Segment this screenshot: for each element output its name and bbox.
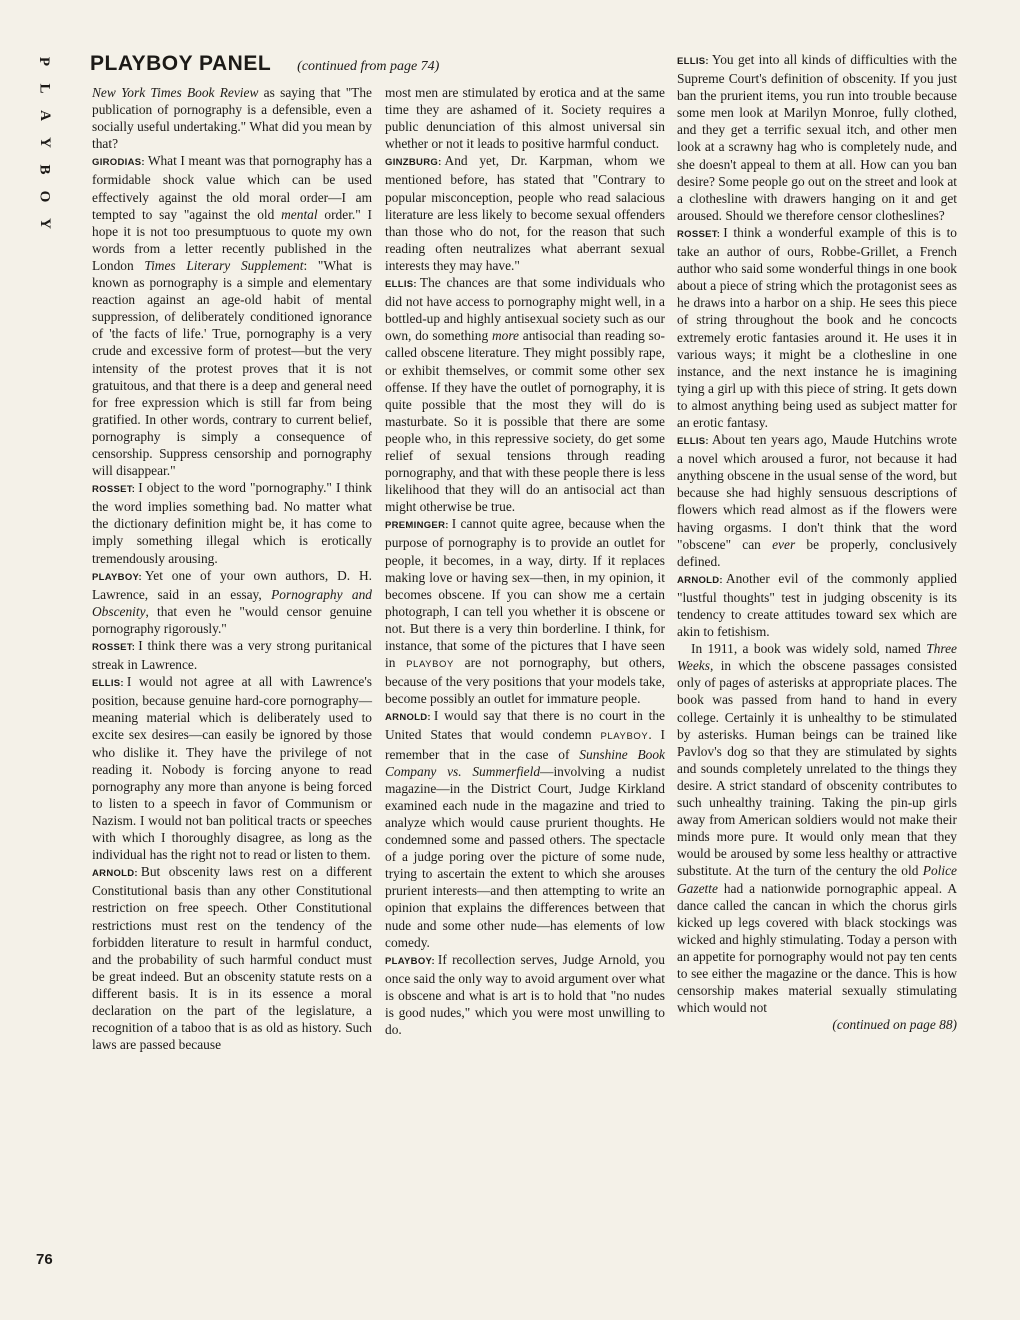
logo-letter: Y bbox=[36, 137, 53, 148]
text-run: most men are stimulated by erotica and at the same time they are ashamed of it. Society requires a public denunciation of this almost universal sin whether or not it leads to positive harmful conduct. bbox=[385, 85, 665, 152]
paragraph bbox=[677, 224, 957, 431]
speaker-label: ELLIS: bbox=[92, 678, 124, 690]
paragraph bbox=[385, 707, 665, 950]
speaker-label: GIRODIAS: bbox=[92, 157, 145, 169]
paragraph bbox=[92, 673, 372, 863]
text-run: as saying that "The publication of pornography is a defensible, even a socially useful undertaking." What did you mean by that? bbox=[92, 85, 372, 152]
text-run: In 1911, a book was widely sold, named bbox=[691, 641, 927, 657]
italic-text: Pornography and Obscenity bbox=[92, 586, 372, 619]
text-run: , that even he "would censor genuine pornography rigorously." bbox=[92, 603, 372, 636]
text-run: But obscenity laws rest on a different Constitutional basis than any other Constitutional restriction on free speech. Other Constitutional restrictions must rest on the tendency of the forbidden literature to result in harmful conduct, and the probability of such harmful conduct must be great indeed. But an obscenity statute rests on a different basis. It is in its essence a moral declaration on the part of the legislature, a recognition of a taboo that is as old as history. Such laws are passed because bbox=[92, 864, 372, 1053]
text-run: antisocial than reading so-called obscene literature. They might possibly rape, or exhibit themselves, or commit some other sex offense. If they have the outlet of pornography, it is quite possible that the most they will do is masturbate. So it is possible that there are some people who, in this repressive society, do get some relief of sexual tensions through reading pornography, and that with these people there is less likelihood that they will do an antisocial act than might otherwise be true. bbox=[385, 328, 666, 515]
logo-letter: A bbox=[36, 110, 53, 121]
italic-text: Three Weeks bbox=[677, 641, 957, 674]
paragraph bbox=[385, 84, 665, 152]
text-run: PLAYBOY bbox=[600, 731, 649, 743]
italic-text: ever bbox=[772, 536, 796, 552]
paragraph bbox=[92, 567, 372, 637]
speaker-label: PLAYBOY: bbox=[92, 571, 142, 583]
text-run: had a nationwide pornographic appeal. A dance called the cancan in which the chorus girls kicked up legs covered with black stockings was wicked and highly stimulating. Today a person with an appetite for pornography would not pay ten cents to see either the magazine or the dance. This is how censorship makes material sexually stimulating which would not bbox=[677, 880, 957, 1016]
italic-text: New York Times Book Review bbox=[92, 85, 259, 100]
speaker-label: ROSSET: bbox=[677, 228, 721, 240]
text-run: —involving a nudist magazine—in the District Court, Judge Kirkland examined each nude in the magazine and tried to analyze which would cause prurient thoughts. He condemned some and passed others. The spectacle of a judge poring over the picture of some nude, trying to ascertain the extent to which she arouses prurient interests—and then attempting to write an opinion that explains the differences between that nude and some other nude—has elements of low comedy. bbox=[385, 763, 665, 950]
text-run: If recollection serves, Judge Arnold, you once said the only way to avoid argument over what is obscene and what is art is to hold that "no nudes is good nudes," which you were most unwilling to do. bbox=[385, 951, 665, 1038]
speaker-label: ELLIS: bbox=[677, 436, 709, 448]
logo-letter: Y bbox=[36, 218, 53, 229]
speaker-label: ARNOLD: bbox=[385, 712, 431, 724]
text-run: I think a wonderful example of this is to take an author of ours, Robbe-Grillet, a French author who said some wonderful things in one book about a piece of string which the protagonist sees as he draws into a harbor on a ship. He sees this piece of string throughout the book and he concocts extremely erotic fantasies around it. He uses it in various ways; it might be a clothesline in one instance, and the next instance he is imagining tying a girl up with this piece of string. It gets down to almost anything being used as subject matter for an erotic fantasy. bbox=[677, 224, 957, 430]
paragraph bbox=[385, 951, 665, 1038]
paragraph bbox=[92, 637, 372, 673]
paragraph bbox=[677, 431, 957, 570]
italic-text: Times Literary Supplement bbox=[144, 257, 304, 273]
paragraph bbox=[92, 479, 372, 566]
playboy-vertical-logo bbox=[32, 48, 56, 237]
text-run: Yet one of your own authors, D. H. Lawrence, said in an essay, bbox=[92, 567, 372, 602]
italic-text: mental bbox=[281, 206, 318, 222]
article-header bbox=[90, 52, 650, 82]
text-run: . I remember that in the case of bbox=[385, 727, 665, 762]
text-run: Another evil of the commonly applied "lustful thoughts" test in judging obscenity is its tendency to create attitudes toward sex which are akin to fetishism. bbox=[677, 570, 957, 640]
paragraph bbox=[677, 640, 957, 1016]
text-run: The chances are that some individuals who did not have access to pornography might well, in a bottled-up and highly antisexual society such as our own, do something bbox=[385, 275, 665, 344]
text-column-3 bbox=[677, 51, 957, 1033]
text-run: I would say that there is no court in the United States that would condemn bbox=[385, 708, 665, 743]
text-run: About ten years ago, Maude Hutchins wrote a novel which aroused a furor, not because it had anything obscene in the usual sense of the word, but because she had highly sensuous descriptions of flowers which read almost as if the flowers were having orgasms. I don't think that the word "obscene" can bbox=[677, 432, 957, 552]
speaker-label: ARNOLD: bbox=[677, 574, 723, 586]
text-run: be properly, conclusively defined. bbox=[677, 536, 958, 569]
text-run: I think there was a very strong puritanical streak in Lawrence. bbox=[92, 638, 372, 673]
paragraph bbox=[677, 570, 957, 640]
speaker-label: PLAYBOY: bbox=[385, 955, 435, 967]
text-run: : "What is known as pornography is a simple and elementary reaction against an age-old habit of mental suppression, of deliberately conditioned ignorance of 'the facts of life.' True, pornography is a very crude and excessive form of protest—but the very intensity of the protest proves that it is not gratuitous, and that there is a deep and general need for free expression which is still far from being gratified. In other words, contrary to current belief, pornography is simply a consequence of censorship. Suppress censorship and pornography will disappear." bbox=[92, 257, 372, 479]
text-run: I object to the word "pornography." I think the word implies something bad. No matter what the dictionary definition might be, it has come to imply something illegal which is erotically tremendously arousing. bbox=[92, 480, 372, 566]
text-run: What I meant was that pornography has a formidable shock value which can be used effectively against the old moral order—I am tempted to say "against the old bbox=[92, 153, 372, 222]
logo-letter: O bbox=[36, 190, 53, 203]
paragraph bbox=[677, 51, 957, 224]
speaker-label: PREMINGER: bbox=[385, 520, 449, 532]
continued-from-note: (continued from page 74) bbox=[297, 59, 440, 74]
text-run: You get into all kinds of difficulties with the Supreme Court's definition of obscenity. If you just ban the prurient items, you run into trouble because some men look at Marilyn Monroe, fully clothed, and they get a terrific sexual itch, and other men look at a scrawny hag who is completely nude, and she doesn't appeal to them at all. How can you ban desire? Some people go out on the street and look at a clothesline with drawers hanging on it and get aroused. Should we therefore censor clotheslines? bbox=[677, 52, 957, 223]
text-run: PLAYBOY bbox=[406, 659, 454, 671]
text-run: I would not agree at all with Lawrence's position, because genuine hard-core pornography—meaning material which is deliberately used to excite sex desires—can easily be ignored by those who dislike it. They have the privilege of not reading it. Nobody is forcing anyone to read pornography any more than anyone is being forced to listen to a speech in favor of Communism or Nazism. I would not ban political tracts or speeches with which I thoroughly disagree, as long as the individual has the right not to read or listen to them. bbox=[92, 674, 372, 863]
logo-letter: B bbox=[36, 164, 53, 175]
paragraph bbox=[385, 152, 665, 274]
paragraph bbox=[92, 152, 372, 479]
italic-text: more bbox=[491, 328, 519, 344]
speaker-label: ROSSET: bbox=[92, 484, 136, 496]
text-run: I cannot quite agree, because when the purpose of pornography is to provide an outlet for people, it becomes, in a way, dirty. If it replaces making love or having sex—then, in my opinion, it becomes obscene. If you can show me a certain photograph, I can tell you whether it is obscene or not. But there is a very thin borderline. I think, for instance, that some of the pictures that I have seen in bbox=[385, 516, 665, 671]
page-number: 76 bbox=[36, 1251, 53, 1268]
text-run: order." I hope it is not too presumptuous to quote my own words from a letter recently published in the London bbox=[92, 206, 373, 273]
speaker-label: GINZBURG: bbox=[385, 157, 442, 169]
logo-letter: P bbox=[36, 56, 53, 67]
paragraph bbox=[385, 274, 665, 515]
speaker-label: ELLIS: bbox=[385, 279, 417, 291]
paragraph bbox=[92, 84, 372, 152]
text-column-1 bbox=[92, 84, 372, 1053]
speaker-label: ARNOLD: bbox=[92, 868, 138, 880]
italic-text: Sunshine Book Company vs. Summerfield bbox=[385, 746, 665, 779]
article-title: PLAYBOY PANEL bbox=[90, 52, 272, 75]
speaker-label: ROSSET: bbox=[92, 642, 136, 653]
italic-text: Police Gazette bbox=[677, 863, 957, 896]
text-run: are not pornography, but others, because of the very positions that your models take, become possibly an outlet for immature people. bbox=[385, 655, 666, 707]
text-run: And yet, Dr. Karpman, whom we mentioned before, has stated that "Contrary to popular misconception, people who read salacious literature are less likely to become sexual offenders than those who do not, for the reason that such reading often neutralizes what aberrant sexual interests they may have." bbox=[385, 153, 665, 273]
paragraph bbox=[92, 863, 372, 1053]
logo-letter: L bbox=[36, 83, 53, 94]
speaker-label: ELLIS: bbox=[677, 56, 709, 67]
continued-on-note: (continued on page 88) bbox=[832, 1017, 957, 1033]
text-column-2 bbox=[385, 84, 665, 1038]
paragraph bbox=[385, 515, 665, 707]
text-run: , in which the obscene passages consisted only of pages of asterisks at appropriate places. The book was passed from hand to hand in every college. Certainly it is unhealthy to be stimulated by asterisks. Human beings can be trained like Pavlov's dog so that they are stimulated by sights and sounds completely unrelated to the things they desire. A strict standard of obscenity contributes to such unhealthy training. Taking the pin-up girls away from American soldiers would not make their minds more pure. It would only mean that they would be aroused by some less healthy or attractive substitute. At the turn of the century the old bbox=[677, 658, 957, 879]
